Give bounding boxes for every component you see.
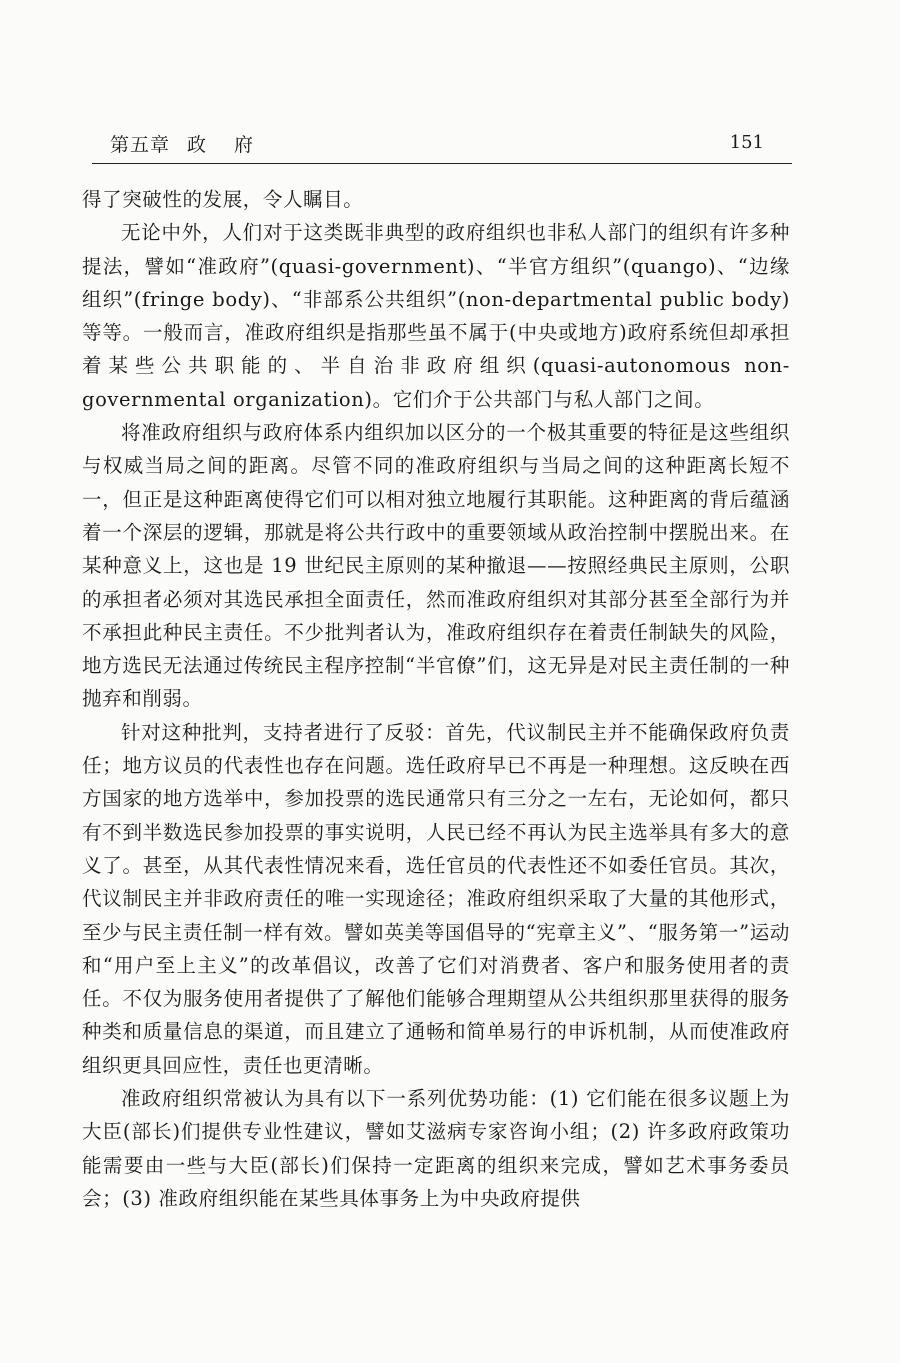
paragraph-4: 针对这种批判，支持者进行了反驳：首先，代议制民主并不能确保政府负责任；地方议员的代表性也存在问题。选任政府早已不再是一种理想。这反映在西方国家的地方选举中，参加投票的选民通常只有三分之一左右，无论如何，都只有不到半数选民参加投票的事实说明，人民已经不再认为民主选举具有多大的意义了。甚至，从其代表性情况来看，选任官员的代表性还不如委任官员。其次，代议制民主并非政府责任的唯一实现途径；准政府组织采取了大量的其他形式，至少与民主责任制一样有效。譬如英美等国倡导的“宪章主义”、“服务第一”运动和“用户至上主义”的改革倡议，改善了它们对消费者、客户和服务使用者的责任。不仅为服务使用者提供了了解他们能够合理期望从公共组织那里获得的服务种类和质量信息的渠道，而且建立了通畅和简单易行的申诉机制，从而使准政府组织更具回应性，责任也更清晰。 bbox=[82, 720, 790, 1077]
page-number: 151 bbox=[729, 132, 764, 153]
chapter-title: 政府 bbox=[187, 134, 282, 156]
paragraph-5: 准政府组织常被认为具有以下一系列优势功能：(1) 它们能在很多议题上为大臣(部长)们提供专业性建议，譬如艾滋病专家咨询小组；(2) 许多政府政策功能需要由一些与大臣(部长)们保持一定距离的组织来完成，譬如艺术事务委员会；(3) 准政府组织能在某些具体事务上为中央政府提供 bbox=[82, 1087, 790, 1210]
paragraph-2: 无论中外，人们对于这类既非典型的政府组织也非私人部门的组织有许多种提法，譬如“准政府”(quasi-government)、“半官方组织”(quango)、“边缘组织”(fringe body)、“非部系公共组织”(non-departmental public body)等等。一般而言，准政府组织是指那些虽不属于(中央或地方)政府系统但却承担着某些公共职能的、半自治非政府组织(quasi-autonomous non-governmental organization)。它们介于公共部门与私人部门之间。 bbox=[82, 221, 790, 411]
paragraph-3: 将准政府组织与政府体系内组织加以区分的一个极其重要的特征是这些组织与权威当局之间的距离。尽管不同的准政府组织与当局之间的这种距离长短不一，但正是这种距离使得它们可以相对独立地履行其职能。这种距离的背后蕴涵着一个深层的逻辑，那就是将公共行政中的重要领域从政治控制中摆脱出来。在某种意义上，这也是 19 世纪民主原则的某种撤退——按照经典民主原则，公职的承担者必须对其选民承担全面责任，然而准政府组织对其部分甚至全部行为并不承担此种民主责任。不少批判者认为，准政府组织存在着责任制缺失的风险，地方选民无法通过传统民主程序控制“半官僚”们，这无异是对民主责任制的一种抛弃和削弱。 bbox=[82, 421, 790, 711]
paragraph-1: 得了突破性的发展，令人瞩目。 bbox=[82, 188, 364, 211]
chapter-label: 第五章 bbox=[110, 134, 171, 156]
header-divider bbox=[92, 163, 792, 164]
running-head bbox=[92, 130, 792, 164]
body-text bbox=[82, 183, 790, 1215]
